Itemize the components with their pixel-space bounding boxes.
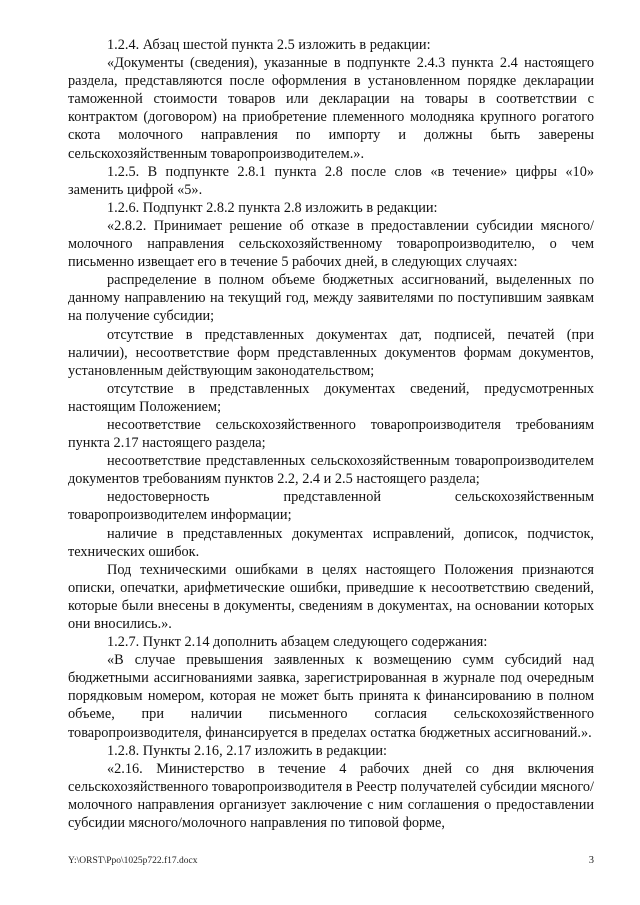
paragraph-case-unreliable-information: недостоверность представленной сельскохозяйственным товаропроизводителем информации; [68,489,594,524]
paragraph-case-document-requirements: несоответствие представленных сельскохозяйственным товаропроизводителем документов требованиям пунктов 2.2, 2.4 и 2.5 настоящего раздела; [68,453,594,488]
paragraph-1-2-4: 1.2.4. Абзац шестой пункта 2.5 изложить в редакции: [107,37,431,53]
paragraph-case-corrections: наличие в представленных документах исправлений, дописок, подчисток, технических ошибок. [68,525,594,560]
paragraph-1-2-5: 1.2.5. В подпункте 2.8.1 пункта 2.8 после слов «в течение» цифры «10» заменить цифрой «5». [68,163,594,198]
paragraph-case-missing-signatures: отсутствие в представленных документах дат, подписей, печатей (при наличии), несоответствие форм представленных документов формам документов, установленным действующим законодательством; [68,326,594,379]
paragraph-case-missing-information: отсутствие в представленных документах сведений, предусмотренных настоящим Положением; [68,380,594,415]
footer-file-path: Y:\ORST\Ppo\1025p722.f17.docx [68,856,198,866]
paragraph-case-producer-requirements: несоответствие сельскохозяйственного товаропроизводителя требованиям пункта 2.17 настоящего раздела; [68,416,594,452]
page-number: 3 [588,855,594,866]
document-body [68,36,594,832]
paragraph-1-2-7: 1.2.7. Пункт 2.14 дополнить абзацем следующего содержания: [107,634,488,651]
paragraph-2-8-2: «2.8.2. Принимает решение об отказе в предоставлении субсидии мясного/молочного направления сельскохозяйственному товаропроизводителю, о чем письменно извещает его в течение 5 рабочих дней, в следующих случаях: [68,217,594,271]
paragraph-documents-quote: «Документы (сведения), указанные в подпункте 2.4.3 пункта 2.4 настоящего раздела, представляются после оформления в установленном порядке декларации таможенной стоимости товаров или декларации на товары в соответствии с контрактом (договором) на приобретение племенного молодняка крупного рогатого скота молочного направления по импорту и должны быть заверены сельскохозяйственным товаропроизводителем.». [68,55,594,162]
paragraph-technical-errors: Под техническими ошибками в целях настоящего Положения признаются описки, опечатки, арифметические ошибки, приведшие к несоответствию сведений, которые были внесены в документы, сведениям в документах, на основании которых они вносились.». [68,561,594,632]
paragraph-excess-claims: «В случае превышения заявленных к возмещению сумм субсидий над бюджетными ассигнованиями заявка, зарегистрированная в журнале под очередным порядковым номером, которая не может быть принята к финансированию в полном объеме, при наличии письменного согласия сельскохозяйственного товаропроизводителя, финансируется в пределах остатка бюджетных ассигнований.». [68,652,594,741]
paragraph-1-2-8: 1.2.8. Пункты 2.16, 2.17 изложить в редакции: [107,742,388,759]
paragraph-1-2-6: 1.2.6. Подпункт 2.8.2 пункта 2.8 изложить в редакции: [107,199,438,216]
paragraph-2-16: «2.16. Министерство в течение 4 рабочих дней со дня включения сельскохозяйственного товаропроизводителя в Реестр получателей субсидии мясного/молочного направления организует заключение с ним соглашения о предоставлении субсидии мясного/молочного направления по типовой форме, [68,760,594,832]
paragraph-case-budget-distribution: распределение в полном объеме бюджетных ассигнований, выделенных по данному направлению на текущий год, между заявителями по поступившим заявкам на получение субсидии; [68,272,594,325]
